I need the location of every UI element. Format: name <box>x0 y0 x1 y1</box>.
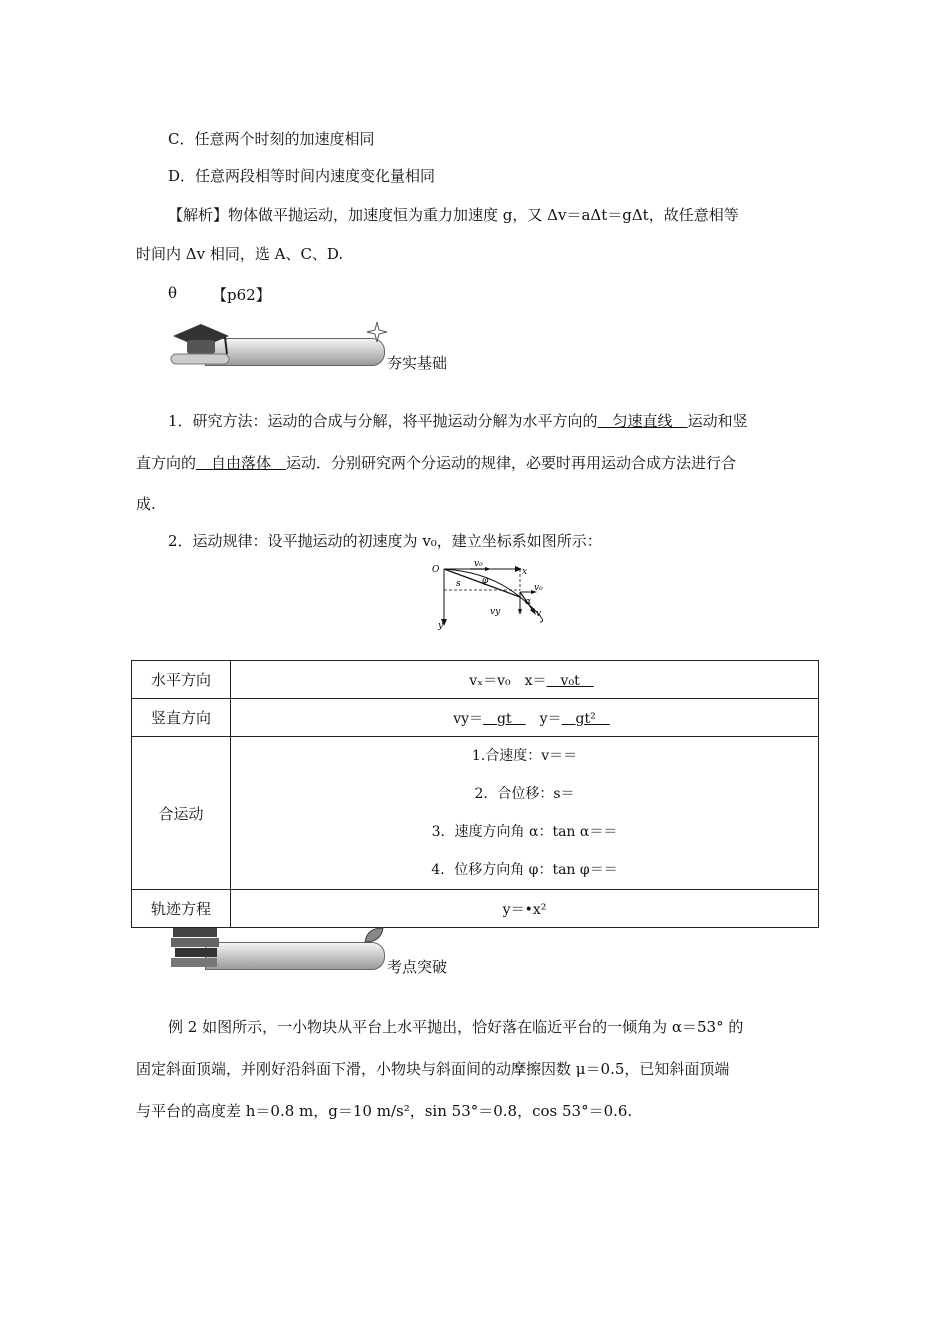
alpha-label: α <box>525 597 532 607</box>
vy-label: vy <box>490 607 501 617</box>
section-title-key-points: 考点突破 <box>387 958 448 976</box>
item-2-text: 2．运动规律：设平抛运动的初速度为 v₀，建立坐标系如图所示： <box>168 532 602 550</box>
velocity-angle: 3．速度方向角 α：tan α＝＝ <box>431 824 618 840</box>
x-axis-label: x <box>522 567 528 577</box>
item-1-line-1: 1．研究方法：运动的合成与分解，将平抛运动分解为水平方向的 匀速直线 运动和竖 <box>168 412 748 430</box>
section-banner-basics <box>165 318 465 374</box>
books-icon <box>169 922 229 978</box>
projectile-coordinate-diagram <box>430 560 550 632</box>
item-1-line-3: 成. <box>136 495 156 513</box>
section-banner-key-points <box>165 922 465 978</box>
s-label: s <box>456 579 461 589</box>
origin-label: O <box>432 565 440 575</box>
example-line-1: 例 2 如图所示，一小物块从平台上水平抛出，恰好落在临近平台的一倾角为 α＝53° 的 <box>168 1018 744 1036</box>
table-row <box>132 661 819 699</box>
row-head-vertical: 竖直方向 <box>132 699 231 737</box>
page-reference: 【p62】 <box>212 286 271 304</box>
blank-free-fall: 自由落体 <box>196 454 287 472</box>
combined-velocity: 1.合速度：v＝＝ <box>471 748 578 764</box>
example-line-3: 与平台的高度差 h＝0.8 m，g＝10 m/s²，sin 53°＝0.8，cos 53°＝0.6. <box>136 1102 633 1120</box>
analysis-line-1: 【解析】物体做平抛运动，加速度恒为重力加速度 g，又 Δv＝aΔt＝gΔt，故任意相等 <box>168 206 739 224</box>
item-1-line-2: 直方向的 自由落体 运动．分别研究两个分运动的规律，必要时再用运动合成方法进行合 <box>136 454 737 472</box>
banner-bar <box>205 942 385 970</box>
leaf-icon <box>361 924 387 948</box>
option-c: C．任意两个时刻的加速度相同 <box>168 130 375 148</box>
table-row <box>132 699 819 737</box>
blank-uniform-linear: 匀速直线 <box>597 412 688 430</box>
section-title-basics: 夯实基础 <box>387 354 448 372</box>
row-combined-formulas <box>231 737 819 890</box>
v0-right-label: v₀ <box>534 583 543 593</box>
y-axis-label: y <box>438 621 444 631</box>
graduation-cap-icon <box>165 318 245 374</box>
table-row <box>132 737 819 890</box>
projectile-rules-table <box>131 660 819 928</box>
row-head-trajectory: 轨迹方程 <box>132 890 231 928</box>
displacement-angle: 4．位移方向角 φ：tan φ＝＝ <box>431 862 618 878</box>
example-line-2: 固定斜面顶端，并刚好沿斜面下滑，小物块与斜面间的动摩擦因数 μ＝0.5，已知斜面顶端 <box>136 1060 730 1078</box>
row-head-combined: 合运动 <box>132 737 231 890</box>
row-horizontal-formula: vₓ＝v₀ x＝ v₀t <box>231 661 819 699</box>
v0-top-label: v₀ <box>474 560 483 569</box>
analysis-line-2: 时间内 Δv 相同，选 A、C、D. <box>136 245 344 263</box>
combined-displacement: 2．合位移：s＝ <box>474 786 575 802</box>
option-d: D．任意两段相等时间内速度变化量相同 <box>168 167 436 185</box>
row-head-horizontal: 水平方向 <box>132 661 231 699</box>
row-trajectory-formula: y＝•x² <box>231 890 819 928</box>
row-vertical-formula: vy＝ gt y＝ gt² <box>231 699 819 737</box>
phi-label: φ <box>482 576 489 586</box>
sparkle-icon <box>365 320 389 344</box>
v-label: v <box>536 609 542 619</box>
theta-symbol: θ <box>168 284 178 302</box>
